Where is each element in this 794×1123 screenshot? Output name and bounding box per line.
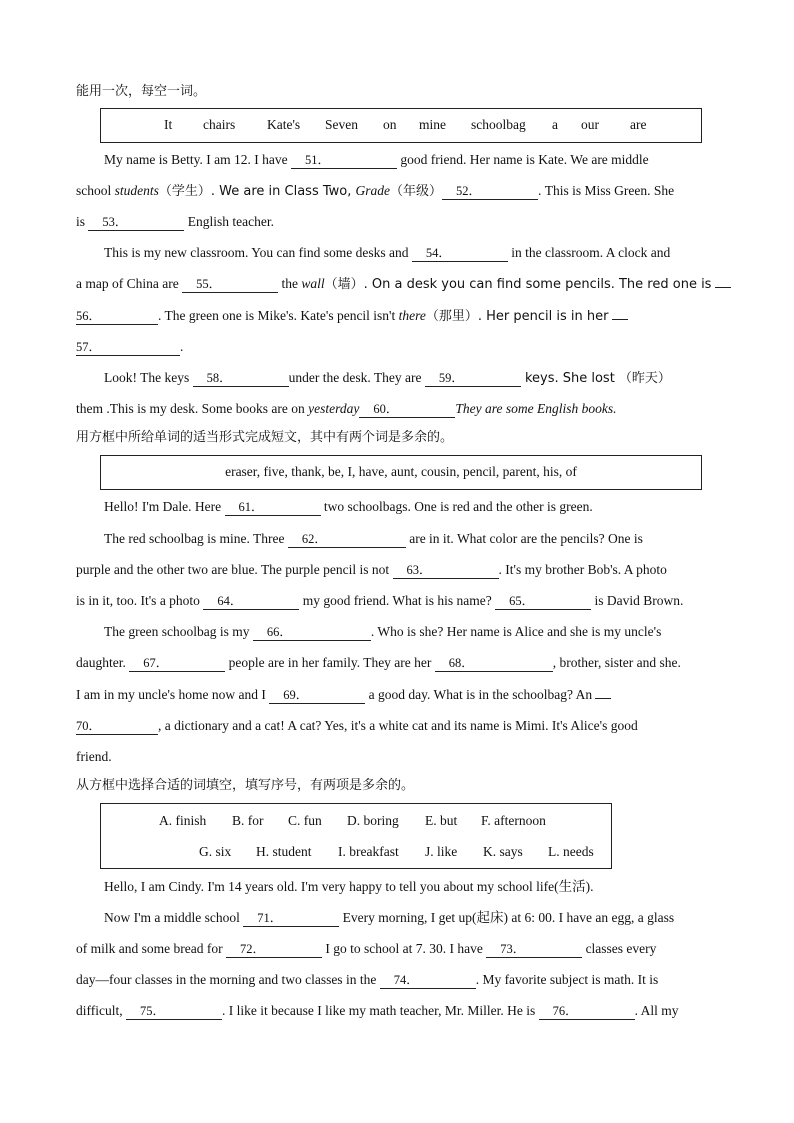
text-line: I am in my uncle's home now and I 69． a good day. What is in the schoolbag? An: [76, 686, 718, 704]
text-line: school students（学生）. We are in Class Two, Grade（年级） 52． . This is Miss Green. She: [76, 183, 675, 199]
answer-blank-68[interactable]: 68．: [435, 656, 553, 672]
text-line: of milk and some bread for 72． I go to school at 7. 30. I have 73． classes every: [76, 941, 657, 956]
option: G. six: [199, 844, 232, 859]
answer-blank-71[interactable]: 71．: [243, 911, 339, 927]
word-option: a: [552, 117, 558, 132]
option: J. like: [425, 844, 458, 859]
text-line: them .This is my desk. Some books are on yesterday 60． They are some English books.: [76, 401, 617, 416]
text-line: Look! The keys 58． under the desk. They are 59． keys. She lost （昨天）: [104, 370, 671, 386]
text-line: Hello! I'm Dale. Here 61． two schoolbags. One is red and the other is green.: [104, 499, 593, 514]
answer-blank-65[interactable]: 65．: [495, 594, 591, 610]
text-line: is 53． English teacher.: [76, 214, 274, 229]
answer-blank-62[interactable]: 62．: [288, 532, 406, 548]
answer-blank-66[interactable]: 66．: [253, 625, 371, 641]
word-option: mine: [419, 117, 446, 132]
answer-blank-73[interactable]: 73．: [486, 942, 582, 958]
section2-instruction: 用方框中所给单词的适当形式完成短文，其中有两个词是多余的。: [76, 430, 454, 445]
text-line: friend.: [76, 749, 112, 764]
answer-blank-52[interactable]: 52．: [442, 184, 538, 200]
text-line: Hello, I am Cindy. I'm 14 years old. I'm very happy to tell you about my school life(生活).: [104, 879, 594, 894]
word-option: on: [383, 117, 397, 132]
answer-blank-72[interactable]: 72．: [226, 942, 322, 958]
text-line: daughter. 67． people are in her family. They are her 68． , brother, sister and she.: [76, 655, 681, 670]
option: A. finish: [159, 813, 207, 828]
text-line: difficult, 75． . I like it because I like my math teacher, Mr. Miller. He is 76． . All my: [76, 1003, 679, 1018]
text-line: 57． .: [76, 339, 184, 354]
option: C. fun: [288, 813, 322, 828]
text-line: 56． . The green one is Mike's. Kate's pencil isn't there（那里）. Her pencil is in her: [76, 307, 718, 326]
option: K. says: [483, 844, 523, 859]
answer-blank-54[interactable]: 54．: [412, 246, 508, 262]
answer-blank-63[interactable]: 63．: [393, 563, 499, 579]
section3-option-box: [100, 803, 612, 869]
answer-blank-51[interactable]: 51．: [291, 153, 397, 169]
answer-blank-58[interactable]: 58．: [193, 371, 289, 387]
answer-blank-69[interactable]: 69．: [269, 688, 365, 704]
answer-blank-60[interactable]: 60．: [359, 402, 455, 418]
option: F. afternoon: [481, 813, 546, 828]
word-option: Kate's: [267, 117, 301, 132]
option: H. student: [256, 844, 312, 859]
answer-blank-76[interactable]: 76．: [539, 1004, 635, 1020]
text-line: day—four classes in the morning and two classes in the 74． . My favorite subject is math. It is: [76, 972, 659, 987]
text-line: Now I'm a middle school 71． Every morning, I get up(起床) at 6: 00. I have an egg, a glass: [104, 910, 675, 925]
text-line: is in it, too. It's a photo 64． my good friend. What is his name? 65． is David Brown.: [76, 593, 684, 608]
option: E. but: [425, 813, 458, 828]
text-line: The green schoolbag is my 66． . Who is she? Her name is Alice and she is my uncle's: [104, 624, 662, 639]
section1-instruction: 能用一次，每空一词。: [76, 84, 207, 99]
word-option: Seven: [325, 117, 358, 132]
option: D. boring: [347, 813, 399, 828]
word-option: chairs: [203, 117, 236, 132]
text-line: This is my new classroom. You can find some desks and 54． in the classroom. A clock and: [104, 245, 671, 260]
section2-word-box: [100, 455, 702, 490]
word-option: are: [630, 117, 647, 132]
answer-blank-70[interactable]: 70．: [76, 719, 158, 735]
section1-word-box: [100, 108, 702, 143]
answer-blank-59[interactable]: 59．: [425, 371, 521, 387]
text-line: The red schoolbag is mine. Three 62． are in it. What color are the pencils? One is: [104, 531, 643, 546]
option: L. needs: [548, 844, 594, 859]
text-line: a map of China are 55． the wall（墙）. On a desk you can find some pencils. The red one is: [76, 275, 718, 294]
answer-blank-56[interactable]: 56．: [76, 309, 158, 325]
answer-blank-74[interactable]: 74．: [380, 973, 476, 989]
word-option: It: [164, 117, 173, 132]
text-line: 70． , a dictionary and a cat! A cat? Yes, it's a white cat and its name is Mimi. It's Alice's good: [76, 718, 638, 733]
option: I. breakfast: [338, 844, 399, 859]
word-option: schoolbag: [471, 117, 526, 132]
answer-blank-75[interactable]: 75．: [126, 1004, 222, 1020]
text-line: purple and the other two are blue. The purple pencil is not 63． . It's my brother Bob's. A photo: [76, 562, 667, 577]
answer-blank-67[interactable]: 67．: [129, 656, 225, 672]
answer-blank-57[interactable]: 57．: [76, 340, 180, 356]
answer-blank-64[interactable]: 64．: [203, 594, 299, 610]
answer-blank-55[interactable]: 55．: [182, 277, 278, 293]
section3-instruction: 从方框中选择合适的词填空，填写序号，有两项是多余的。: [76, 778, 415, 793]
word-list: eraser, five, thank, be, I, have, aunt, cousin, pencil, parent, his, of: [225, 464, 577, 479]
option: B. for: [232, 813, 264, 828]
word-option: our: [581, 117, 599, 132]
text-line: My name is Betty. I am 12. I have 51． good friend. Her name is Kate. We are middle: [104, 152, 649, 167]
answer-blank-53[interactable]: 53．: [88, 215, 184, 231]
answer-blank-61[interactable]: 61．: [225, 500, 321, 516]
